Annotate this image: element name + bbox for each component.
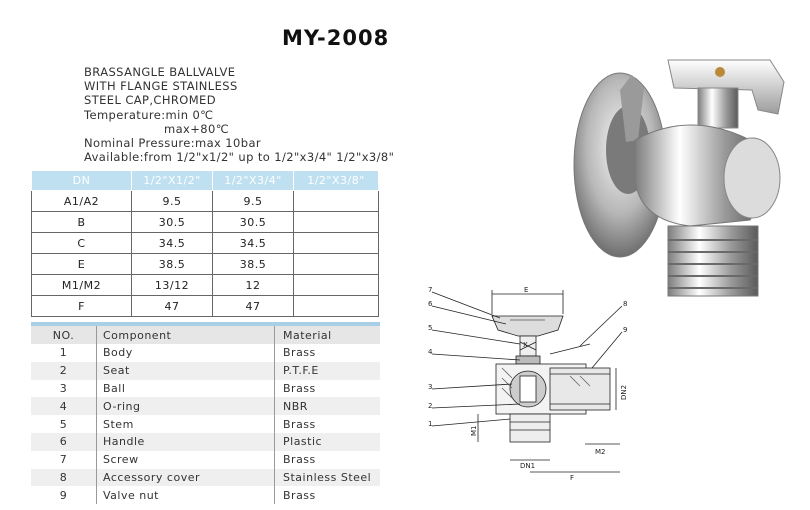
table-cell: M1/M2 [32,275,132,296]
callout-label: 6 [428,300,433,308]
table-cell: Valve nut [97,486,275,504]
dimensions-header-cell: DN [32,171,132,191]
table-row [31,415,380,433]
table-cell: C [32,233,132,254]
table-cell: NBR [275,397,381,415]
table-cell: E [32,254,132,275]
callout-label: 5 [428,324,433,332]
table-cell [294,191,379,212]
table-cell: 47 [213,296,294,317]
table-cell: 3 [59,381,68,395]
table-cell: 2 [31,362,97,380]
table-row [32,191,379,212]
table-cell: B [32,212,132,233]
table-row [31,397,380,415]
dimension-label: E [524,286,529,294]
dimension-label: M2 [595,448,606,456]
table-row [31,486,380,504]
table-cell: Brass [275,380,381,398]
callout-label: 9 [623,326,628,334]
desc-line: STEEL CAP,CHROMED [84,93,216,108]
dimension-label: DN1 [520,462,536,470]
table-cell: Brass [275,344,381,362]
table-row [31,380,380,398]
table-cell: 13/12 [132,275,213,296]
parts-header-row [31,324,380,344]
table-cell: 38.5 [132,254,213,275]
callout-label: 4 [428,348,433,356]
table-row [32,275,379,296]
table-cell: P.T.F.E [275,362,381,380]
callout-label: 3 [428,383,433,391]
table-row [31,451,380,469]
product-title: MY-2008 [282,26,390,50]
table-cell [294,254,379,275]
table-cell: Screw [97,451,275,469]
table-cell: 4 [31,397,97,415]
table-cell [294,233,379,254]
table-cell: 47 [132,296,213,317]
table-cell: 5 [59,417,68,431]
table-row [32,212,379,233]
table-cell: Seat [97,362,275,380]
table-cell: 38.5 [213,254,294,275]
callout-label: 7 [428,286,433,294]
desc-line: Available:from 1/2"x1/2" up to 1/2"x3/4" 1/2"x3/8" [84,150,395,165]
desc-line: Nominal Pressure:max 10bar [84,136,262,151]
table-cell: A1/A2 [32,191,132,212]
dimensions-header-cell: 1/2"X1/2" [132,171,213,191]
parts-header-cell: Material [275,324,381,344]
table-cell: Accessory cover [97,469,275,487]
table-cell: Brass [275,486,381,504]
table-cell: 6 [31,433,97,451]
table-cell: 30.5 [213,212,294,233]
table-cell: 30.5 [132,212,213,233]
table-cell [294,212,379,233]
table-row [31,433,380,451]
table-cell: 12 [213,275,294,296]
dimensions-header-row [32,171,379,191]
callout-label: 8 [623,300,628,308]
table-row [31,344,380,362]
dimensions-header-cell: 1/2"X3/8" [294,171,379,191]
table-cell: Body [97,344,275,362]
table-cell: 9.5 [132,191,213,212]
parts-header-cell: NO. [31,324,97,344]
product-description [84,65,394,164]
dimension-label: M1 [470,425,478,436]
dimension-label: X [523,341,528,349]
table-cell [294,275,379,296]
table-cell: 34.5 [213,233,294,254]
table-row [32,254,379,275]
table-cell: Handle [97,433,275,451]
table-cell: 7 [59,453,68,467]
parts-table [31,322,380,504]
table-cell: O-ring [97,397,275,415]
table-cell: Plastic [275,433,381,451]
table-row [32,296,379,317]
table-row [31,362,380,380]
desc-line: BRASSANGLE BALLVALVE [84,65,236,79]
table-cell: 8 [31,469,97,487]
valve-section-drawing [420,284,640,484]
desc-line: Temperature:min 0℃ [84,107,214,122]
parts-header-cell: Component [97,324,275,344]
desc-line: WITH FLANGE STAINLESS [84,79,238,94]
table-cell: 9.5 [213,191,294,212]
table-cell: 1 [59,346,68,360]
table-row [31,469,380,487]
desc-line: max+80℃ [164,121,230,136]
callout-label: 1 [428,420,433,428]
callout-label: 2 [428,402,433,410]
dimension-label: DN2 [620,384,628,400]
table-cell: Ball [97,380,275,398]
table-row [32,233,379,254]
table-cell: 34.5 [132,233,213,254]
table-cell: Stainless Steel [275,469,381,487]
dimensions-header-cell: 1/2"X3/4" [213,171,294,191]
valve-product-image [540,30,790,310]
table-cell: Stem [97,415,275,433]
dimensions-table [31,170,379,317]
table-cell [294,296,379,317]
table-cell: F [32,296,132,317]
dimension-label: F [570,474,575,482]
table-cell: Brass [275,415,381,433]
table-cell: 9 [59,488,68,502]
table-cell: Brass [275,451,381,469]
